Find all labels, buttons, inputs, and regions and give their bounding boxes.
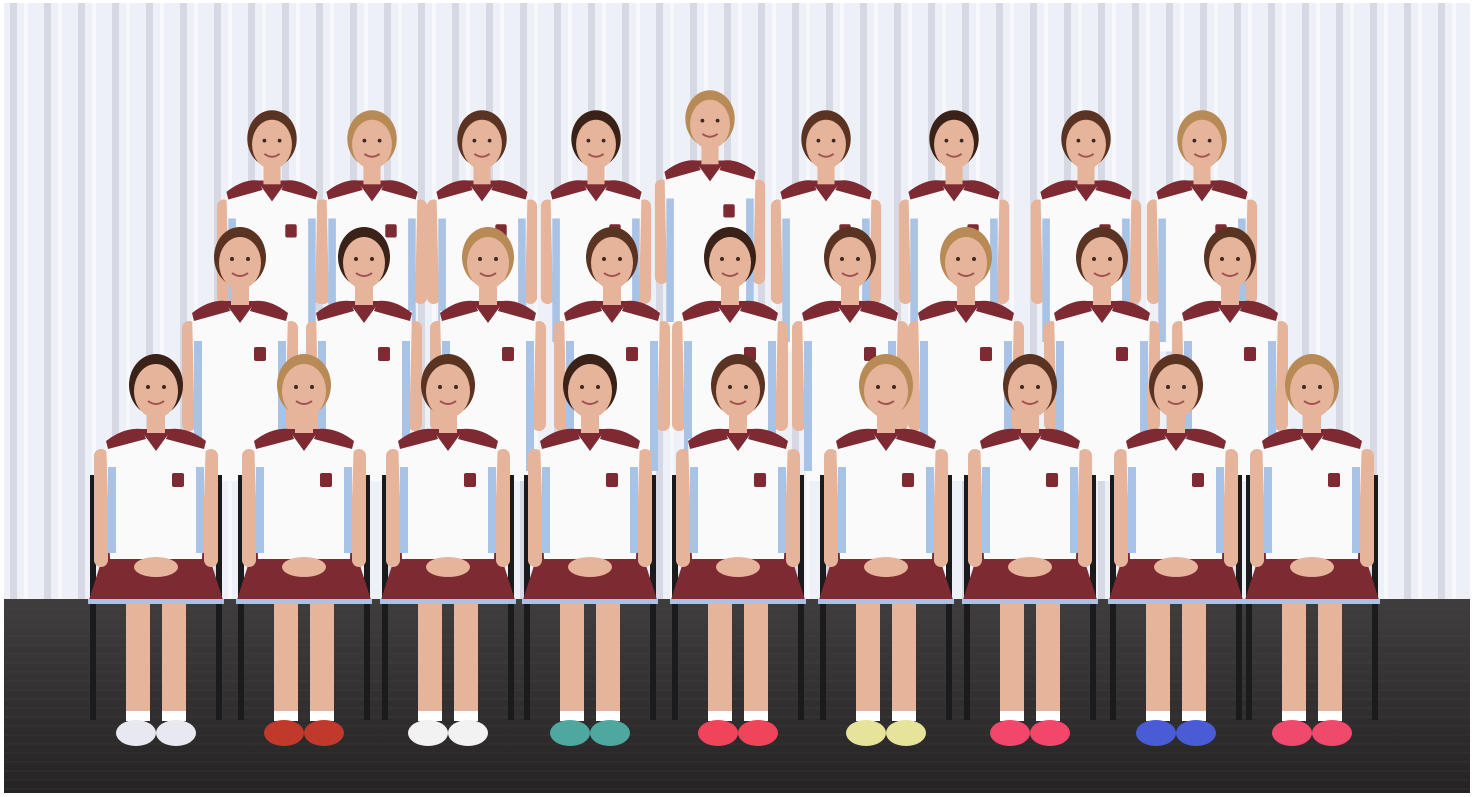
face: [934, 120, 974, 169]
eye: [945, 139, 949, 143]
leg: [1282, 591, 1306, 721]
leg: [708, 591, 732, 721]
arm: [528, 449, 542, 567]
sneaker: [1030, 720, 1070, 746]
hands: [1008, 557, 1052, 577]
arm: [386, 449, 400, 567]
skirt-hem: [1108, 599, 1244, 604]
face: [945, 237, 987, 289]
skirt-hem: [1244, 599, 1380, 604]
face: [576, 120, 616, 169]
uniform-panel: [488, 467, 496, 553]
school-crest-icon: [254, 347, 266, 361]
sock: [560, 711, 584, 721]
school-crest-icon: [1046, 473, 1058, 487]
hands: [716, 557, 760, 577]
eye: [263, 139, 267, 143]
uniform-shirt: [106, 439, 206, 559]
eye: [817, 139, 821, 143]
face: [134, 364, 178, 418]
leg: [310, 591, 334, 721]
skirt-hem: [380, 599, 516, 604]
uniform-panel: [196, 467, 204, 553]
school-crest-icon: [385, 224, 396, 237]
arm: [968, 449, 982, 567]
sock: [744, 711, 768, 721]
school-crest-icon: [754, 473, 766, 487]
sneaker: [156, 720, 196, 746]
school-crest-icon: [606, 473, 618, 487]
hands: [864, 557, 908, 577]
school-crest-icon: [1116, 347, 1128, 361]
skirt-hem: [88, 599, 224, 604]
school-crest-icon: [980, 347, 992, 361]
arm: [352, 449, 366, 567]
uniform-panel: [542, 467, 550, 553]
eye: [580, 385, 584, 389]
eye: [1302, 385, 1306, 389]
face: [829, 237, 871, 289]
arm: [1078, 449, 1092, 567]
sock: [126, 711, 150, 721]
eye: [1182, 385, 1186, 389]
arm: [496, 449, 510, 567]
eye: [856, 257, 860, 261]
eye: [972, 257, 976, 261]
eye: [1220, 257, 1224, 261]
sneaker: [1272, 720, 1312, 746]
uniform-panel: [838, 467, 846, 553]
school-crest-icon: [172, 473, 184, 487]
sneaker: [304, 720, 344, 746]
sock: [454, 711, 478, 721]
sneaker: [590, 720, 630, 746]
curtain-highlight: [1384, 3, 1388, 603]
arm: [824, 449, 838, 567]
eye: [370, 257, 374, 261]
curtain-highlight: [58, 3, 62, 603]
hands: [1154, 557, 1198, 577]
sneaker: [886, 720, 926, 746]
uniform-panel: [1158, 219, 1166, 343]
sneaker: [846, 720, 886, 746]
sneaker: [738, 720, 778, 746]
leg: [744, 591, 768, 721]
school-crest-icon: [502, 347, 514, 361]
arm: [1360, 449, 1374, 567]
curtain-highlight: [1418, 3, 1422, 603]
uniform-shirt: [1126, 439, 1226, 559]
curtain-fold: [656, 3, 663, 603]
face: [1154, 364, 1198, 418]
face: [282, 364, 326, 418]
eye: [494, 257, 498, 261]
face: [352, 120, 392, 169]
eye: [728, 385, 732, 389]
curtain-fold: [78, 3, 85, 603]
arm: [94, 449, 108, 567]
uniform-shirt: [836, 439, 936, 559]
eye: [832, 139, 836, 143]
eye: [378, 139, 382, 143]
arm: [1114, 449, 1128, 567]
face: [806, 120, 846, 169]
uniform-panel: [1216, 467, 1224, 553]
arm: [676, 449, 690, 567]
school-crest-icon: [378, 347, 390, 361]
eye: [278, 139, 282, 143]
face: [690, 100, 730, 149]
sneaker: [1176, 720, 1216, 746]
eye: [1108, 257, 1112, 261]
sock: [1036, 711, 1060, 721]
leg: [560, 591, 584, 721]
arm: [1224, 449, 1238, 567]
eye: [1208, 139, 1212, 143]
eye: [162, 385, 166, 389]
eye: [701, 119, 705, 123]
eye: [473, 139, 477, 143]
uniform-shirt: [540, 439, 640, 559]
school-crest-icon: [723, 204, 734, 217]
uniform-shirt: [980, 439, 1080, 559]
eye: [587, 139, 591, 143]
uniform-panel: [630, 467, 638, 553]
eye: [744, 385, 748, 389]
eye: [1036, 385, 1040, 389]
eye: [892, 385, 896, 389]
uniform-shirt: [254, 439, 354, 559]
face: [1081, 237, 1123, 289]
eye: [596, 385, 600, 389]
hands: [134, 557, 178, 577]
eye: [246, 257, 250, 261]
eye: [454, 385, 458, 389]
eye: [294, 385, 298, 389]
school-crest-icon: [626, 347, 638, 361]
sock: [310, 711, 334, 721]
uniform-panel: [650, 341, 658, 471]
eye: [363, 139, 367, 143]
face: [343, 237, 385, 289]
skirt-hem: [962, 599, 1098, 604]
face: [1209, 237, 1251, 289]
eye: [1193, 139, 1197, 143]
eye: [1166, 385, 1170, 389]
eye: [1092, 257, 1096, 261]
leg: [892, 591, 916, 721]
school-crest-icon: [1328, 473, 1340, 487]
uniform-shirt: [1262, 439, 1362, 559]
sock: [856, 711, 880, 721]
eye: [602, 257, 606, 261]
arm: [638, 449, 652, 567]
uniform-panel: [1128, 467, 1136, 553]
sneaker: [116, 720, 156, 746]
uniform-shirt: [398, 439, 498, 559]
face: [1182, 120, 1222, 169]
sneaker: [408, 720, 448, 746]
leg: [418, 591, 442, 721]
eye: [488, 139, 492, 143]
leg: [162, 591, 186, 721]
leg: [454, 591, 478, 721]
eye: [736, 257, 740, 261]
sock: [892, 711, 916, 721]
leg: [1036, 591, 1060, 721]
hands: [282, 557, 326, 577]
team-photo: [4, 3, 1470, 793]
curtain-highlight: [1452, 3, 1456, 603]
sock: [708, 711, 732, 721]
school-crest-icon: [320, 473, 332, 487]
eye: [146, 385, 150, 389]
curtain-fold: [10, 3, 17, 603]
uniform-panel: [108, 467, 116, 553]
face: [568, 364, 612, 418]
sneaker: [264, 720, 304, 746]
arm: [1250, 449, 1264, 567]
leg: [274, 591, 298, 721]
arm: [204, 449, 218, 567]
sneaker: [698, 720, 738, 746]
arm: [934, 449, 948, 567]
leg: [1000, 591, 1024, 721]
school-crest-icon: [1192, 473, 1204, 487]
eye: [1077, 139, 1081, 143]
curtain-fold: [1404, 3, 1411, 603]
face: [219, 237, 261, 289]
curtain-fold: [1438, 3, 1445, 603]
eye: [354, 257, 358, 261]
uniform-panel: [666, 199, 674, 323]
sock: [1000, 711, 1024, 721]
sock: [1146, 711, 1170, 721]
eye: [1092, 139, 1096, 143]
face: [462, 120, 502, 169]
skirt-hem: [818, 599, 954, 604]
arm: [786, 449, 800, 567]
uniform-shirt: [688, 439, 788, 559]
face: [1008, 364, 1052, 418]
eye: [602, 139, 606, 143]
eye: [1318, 385, 1322, 389]
uniform-panel: [400, 467, 408, 553]
school-crest-icon: [285, 224, 296, 237]
uniform-panel: [1264, 467, 1272, 553]
school-crest-icon: [1244, 347, 1256, 361]
eye: [1020, 385, 1024, 389]
sneaker: [1312, 720, 1352, 746]
hands: [1290, 557, 1334, 577]
curtain-fold: [44, 3, 51, 603]
curtain-highlight: [24, 3, 28, 603]
face: [252, 120, 292, 169]
sneaker: [550, 720, 590, 746]
eye: [956, 257, 960, 261]
eye: [840, 257, 844, 261]
eye: [876, 385, 880, 389]
eye: [310, 385, 314, 389]
uniform-panel: [344, 467, 352, 553]
hands: [426, 557, 470, 577]
school-crest-icon: [902, 473, 914, 487]
face: [864, 364, 908, 418]
uniform-panel: [778, 467, 786, 553]
sock: [418, 711, 442, 721]
arm: [242, 449, 256, 567]
leg: [126, 591, 150, 721]
sock: [162, 711, 186, 721]
sneaker: [448, 720, 488, 746]
sock: [1182, 711, 1206, 721]
face: [1066, 120, 1106, 169]
eye: [716, 119, 720, 123]
eye: [1236, 257, 1240, 261]
face: [709, 237, 751, 289]
leg: [1182, 591, 1206, 721]
skirt-hem: [522, 599, 658, 604]
leg: [1318, 591, 1342, 721]
skirt-hem: [670, 599, 806, 604]
leg: [596, 591, 620, 721]
hands: [568, 557, 612, 577]
leg: [1146, 591, 1170, 721]
eye: [960, 139, 964, 143]
face: [467, 237, 509, 289]
face: [1290, 364, 1334, 418]
eye: [618, 257, 622, 261]
eye: [230, 257, 234, 261]
sock: [596, 711, 620, 721]
uniform-panel: [926, 467, 934, 553]
school-crest-icon: [464, 473, 476, 487]
skirt-hem: [236, 599, 372, 604]
uniform-panel: [982, 467, 990, 553]
uniform-panel: [1352, 467, 1360, 553]
uniform-panel: [256, 467, 264, 553]
uniform-panel: [804, 341, 812, 471]
face: [426, 364, 470, 418]
sneaker: [990, 720, 1030, 746]
sock: [274, 711, 298, 721]
sneaker: [1136, 720, 1176, 746]
uniform-panel: [690, 467, 698, 553]
eye: [478, 257, 482, 261]
face: [591, 237, 633, 289]
sock: [1318, 711, 1342, 721]
uniform-panel: [1070, 467, 1078, 553]
leg: [856, 591, 880, 721]
eye: [438, 385, 442, 389]
eye: [720, 257, 724, 261]
sock: [1282, 711, 1306, 721]
face: [716, 364, 760, 418]
